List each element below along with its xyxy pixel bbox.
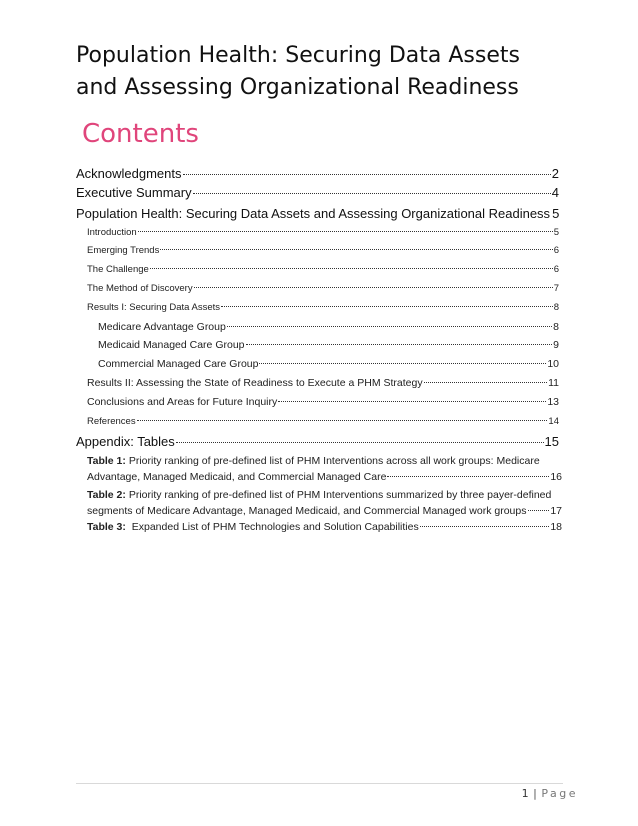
toc-entry-table-1[interactable] [87, 454, 562, 485]
toc-entry-text: Commercial Managed Care Group [98, 358, 259, 370]
toc-leader [278, 401, 546, 402]
toc-leader [193, 193, 551, 194]
toc-page-number: 9 [553, 339, 559, 351]
toc-entry-conclusions[interactable] [87, 395, 559, 409]
toc-page-number: 18 [550, 521, 562, 533]
toc-entry-commercial-managed-care[interactable] [98, 357, 559, 371]
contents-heading: Contents [82, 119, 199, 149]
toc-page-number: 17 [550, 504, 562, 517]
page-number: 1 [521, 787, 530, 800]
toc-entry-text: Acknowledgments [76, 166, 182, 181]
toc-entry-results-1[interactable] [87, 301, 559, 314]
toc-entry-emerging-trends[interactable] [87, 244, 559, 257]
toc-entry-introduction[interactable] [87, 226, 559, 239]
toc-page-number: 15 [544, 434, 559, 449]
toc-entry-text: Results II: Assessing the State of Readiness to Execute a PHM Strategy [87, 377, 423, 389]
toc-entry-text: Priority ranking of pre-defined list of PHM Interventions summarized by three payer-defined [125, 489, 552, 501]
toc-leader [150, 268, 553, 269]
toc-leader [194, 287, 553, 288]
toc-page-number: 6 [553, 245, 559, 256]
toc-page-number: 7 [553, 283, 559, 294]
toc-entry-text: Results I: Securing Data Assets [87, 302, 221, 313]
table-label: Table 1: [87, 455, 126, 467]
toc-entry-text: Priority ranking of pre-defined list of PHM Interventions across all work groups: Medicare [125, 455, 540, 467]
document-title-line-1: Population Health: Securing Data Assets [76, 43, 520, 68]
toc-entry-text: The Challenge [87, 264, 149, 275]
toc-entry-text: Medicaid Managed Care Group [98, 339, 245, 351]
toc-entry-text: Introduction [87, 227, 137, 238]
toc-page-number: 13 [547, 396, 559, 408]
toc-entry-method-of-discovery[interactable] [87, 282, 559, 295]
toc-entry-line-1 [87, 520, 562, 536]
toc-entry-text: Appendix: Tables [76, 434, 175, 449]
toc-entry-text: References [87, 416, 136, 427]
toc-entry-table-2[interactable] [87, 488, 562, 519]
toc-leader [528, 510, 550, 511]
toc-entry-text: segments of Medicare Advantage, Managed Medicaid, and Commercial Managed work groups [87, 504, 527, 517]
toc-entry-table-3[interactable] [87, 520, 562, 536]
toc-leader [176, 442, 544, 443]
toc-entry-executive-summary[interactable] [76, 184, 559, 201]
toc-entry-line-1 [87, 454, 562, 470]
toc-page-number: 6 [553, 264, 559, 275]
toc-leader [138, 231, 553, 232]
toc-entry-text: The Method of Discovery [87, 283, 193, 294]
toc-leader [259, 363, 546, 364]
toc-leader [160, 249, 552, 250]
page-footer [522, 787, 578, 800]
toc-entry-medicaid-managed-care[interactable] [98, 338, 559, 352]
toc-leader [221, 306, 553, 307]
toc-entry-line-1 [87, 488, 562, 504]
toc-entry-acknowledgments[interactable] [76, 165, 559, 182]
toc-entry-text: Population Health: Securing Data Assets and Assessing Organizational Readiness [76, 206, 551, 221]
toc-leader [183, 174, 551, 175]
toc-entry-text: Conclusions and Areas for Future Inquiry [87, 396, 278, 408]
toc-page-number: 10 [547, 358, 559, 370]
toc-leader [137, 420, 548, 421]
toc-page-number: 5 [552, 206, 559, 221]
table-label: Table 3: [87, 521, 126, 533]
toc-entry-the-challenge[interactable] [87, 263, 559, 276]
toc-entry-references[interactable] [87, 415, 559, 428]
footer-divider [76, 783, 563, 784]
toc-entry-text: Expanded List of PHM Technologies and Solution Capabilities [125, 521, 419, 533]
toc-entry-text: Medicare Advantage Group [98, 321, 226, 333]
toc-entry-line-2 [87, 470, 562, 486]
toc-entry-medicare-advantage[interactable] [98, 320, 559, 334]
toc-entry-line-2 [87, 504, 562, 520]
toc-page-number: 2 [551, 166, 559, 181]
toc-page-number: 16 [550, 470, 562, 483]
toc-page-number: 8 [553, 302, 559, 313]
toc-leader [227, 326, 552, 327]
toc-page-number: 14 [548, 416, 559, 427]
toc-page-number: 4 [551, 185, 559, 200]
toc-entry-population-health[interactable] [76, 205, 559, 222]
table-label: Table 2: [87, 489, 126, 501]
page-word: Page [541, 787, 578, 800]
toc-entry-text: Emerging Trends [87, 245, 160, 256]
toc-entry-appendix-tables[interactable] [76, 433, 559, 450]
footer-separator: | [533, 787, 538, 800]
toc-entry-text: Executive Summary [76, 185, 192, 200]
toc-leader [387, 476, 549, 477]
toc-page-number: 5 [553, 227, 559, 238]
toc-page-number: 8 [553, 321, 559, 333]
toc-leader [424, 382, 548, 383]
toc-entry-text: Advantage, Managed Medicaid, and Commercial Managed Care [87, 470, 387, 483]
toc-entry-results-2[interactable] [87, 376, 559, 390]
document-title-line-2: and Assessing Organizational Readiness [76, 75, 519, 100]
toc-page-number: 11 [548, 377, 559, 389]
toc-leader [420, 526, 550, 527]
toc-leader [246, 344, 553, 345]
